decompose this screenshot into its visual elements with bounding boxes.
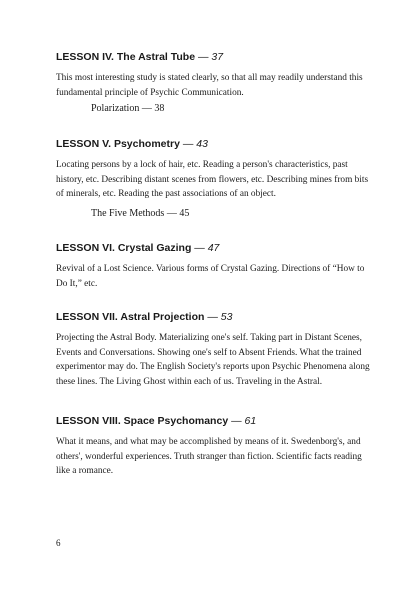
lesson-title: LESSON VIII. Space Psychomancy [56,415,229,427]
lesson-title: LESSON VII. Astral Projection [56,311,205,323]
lesson-description: Locating persons by a lock of hair, etc. Reading a person's characteristics, past history, etc. Describing distant scenes from flowers, etc. Describing mines from bits of minerals, etc. Reading the past associations of an object. [56,160,369,199]
lesson-description: This most interesting study is stated clearly, so that all may readily understand this fundamental principle of Psychic Communication. [56,73,363,98]
lesson-title: LESSON VI. Crystal Gazing [56,242,192,254]
subentry-five-methods: The Five Methods — 45 [91,208,190,219]
lesson-viii [56,414,376,479]
lesson-description: Projecting the Astral Body. Materializing one's self. Taking part in Distant Scenes, Events and Conversations. Showing one's self to Absent Friends. What the trained experimentor may do. The English Society's reports upon Psychic Phenomena along these lines. The Living Ghost within each of us. Traveling in the Astral. [56,333,370,387]
page-number: 6 [56,538,61,548]
lesson-title: LESSON V. Psychometry [56,138,180,150]
lesson-page: 61 [244,415,257,427]
lesson-heading: LESSON V. Psychometry — 43 [56,138,208,150]
lesson-page: 43 [196,138,208,150]
lesson-vii [56,310,376,389]
lesson-page: 47 [207,242,220,254]
lesson-iv [56,50,376,100]
lesson-vi [56,241,376,291]
lesson-page: 37 [211,51,224,63]
lesson-heading: LESSON VI. Crystal Gazing — 47 [56,242,220,254]
lesson-page: 53 [220,311,233,323]
lesson-title: LESSON IV. The Astral Tube [56,51,196,63]
lesson-heading: LESSON IV. The Astral Tube — 37 [56,51,224,63]
lesson-description: Revival of a Lost Science. Various forms of Crystal Gazing. Directions of “How to Do It,” etc. [56,264,365,289]
subentry-polarization: Polarization — 38 [91,103,165,114]
lesson-description: What it means, and what may be accomplished by means of it. Swedenborg's, and others', wonderful experiences. Truth stranger than fiction. Scientific facts reading like a romance. [56,437,362,476]
lesson-v [56,137,376,202]
lesson-heading: LESSON VIII. Space Psychomancy — 61 [56,415,257,427]
lesson-heading: LESSON VII. Astral Projection — 53 [56,311,233,323]
